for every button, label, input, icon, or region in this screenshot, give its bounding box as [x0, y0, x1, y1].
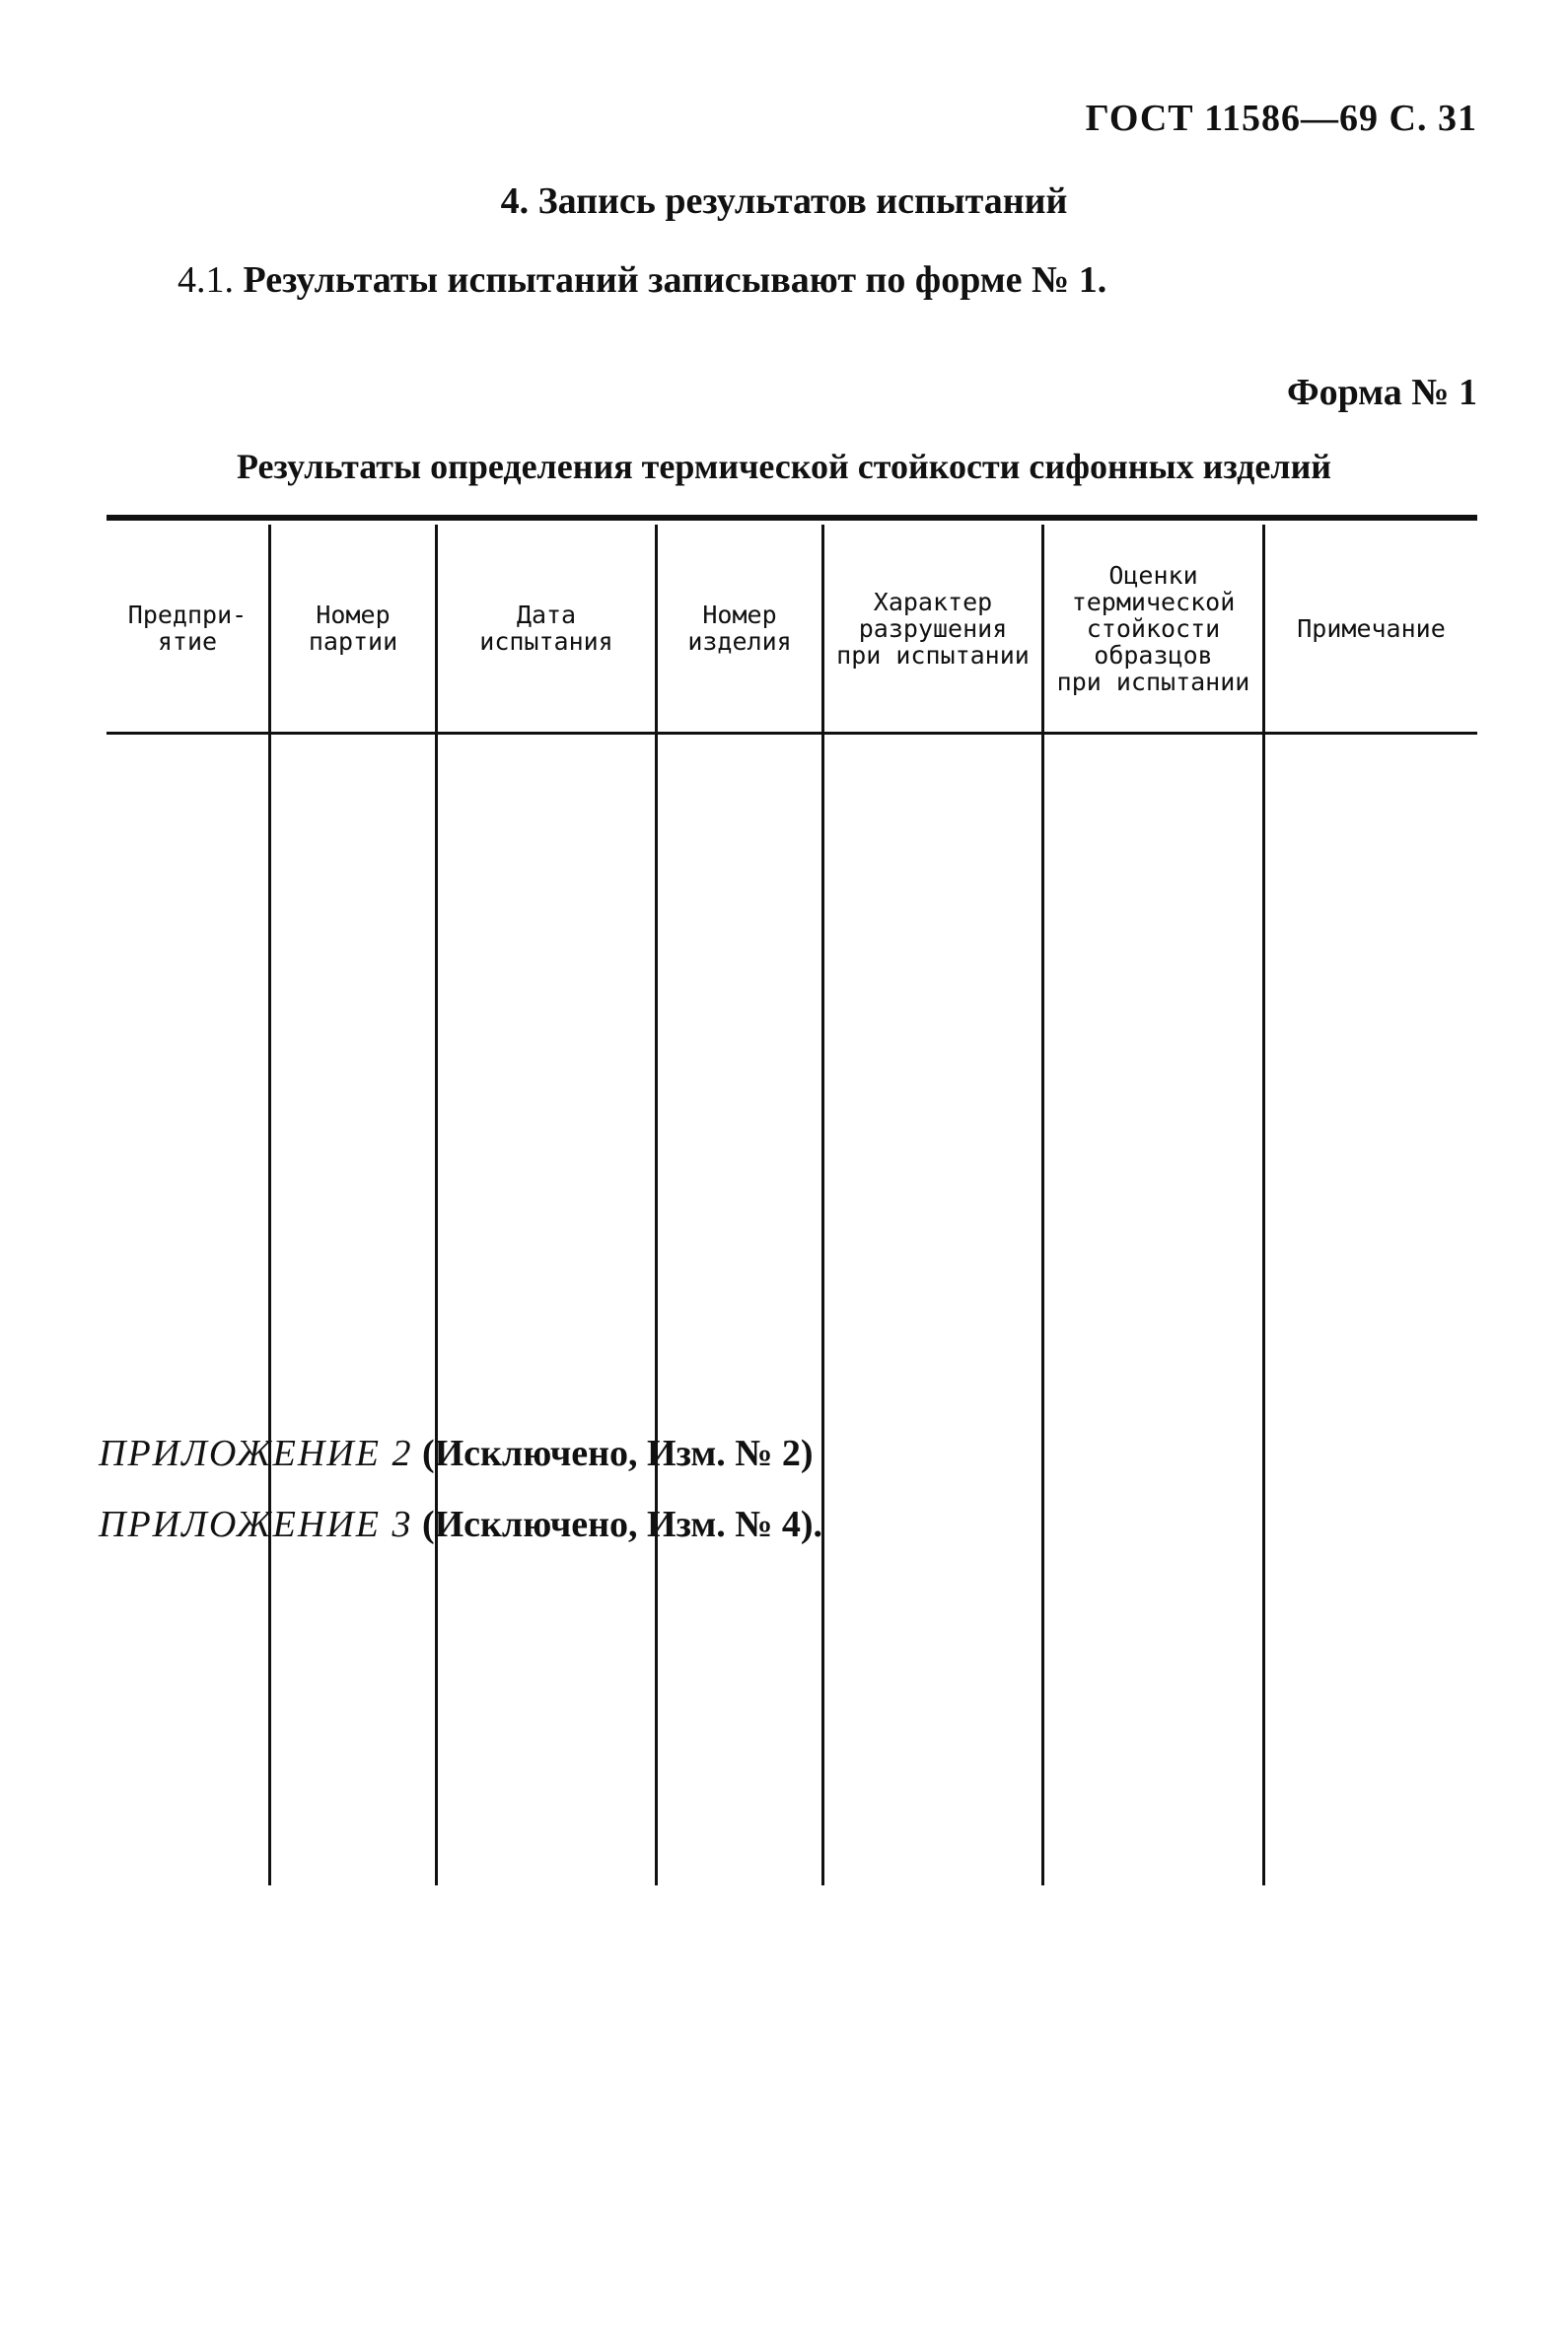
appendix-3 [99, 1503, 822, 1546]
column-header-thermal-resistance: Оценки термической стойкости образцов при испытании [1056, 560, 1250, 696]
appendix-name: ПРИЛОЖЕНИЕ 2 [99, 1433, 413, 1474]
column-header-batch-number: Номер партии [308, 601, 398, 656]
form-label: Форма № 1 [1286, 372, 1477, 413]
column-header-note: Примечание [1297, 613, 1446, 643]
column-header-enterprise: Предпри- ятие [127, 601, 248, 656]
column-header-item-number: Номер изделия [687, 601, 792, 656]
appendix-note: (Исключено, Изм. № 2) [421, 1433, 814, 1474]
table-title: Результаты определения термической стойкости сифонных изделий [236, 447, 1332, 486]
appendix-note: (Исключено, Изм. № 4). [421, 1504, 823, 1545]
appendix-2 [99, 1432, 814, 1475]
table-header-rule [107, 732, 1477, 735]
page-header: ГОСТ 11586—69 С. 31 [1085, 98, 1477, 139]
paragraph [178, 258, 1106, 302]
section-title: 4. Запись результатов испытаний [500, 180, 1068, 222]
column-header-fracture-character: Характер разрушения при испытании [836, 587, 1030, 670]
paragraph-number: 4.1. [178, 259, 234, 301]
paragraph-text: Результаты испытаний записывают по форме № 1. [243, 259, 1107, 301]
column-header-test-date: Дата испытания [479, 601, 613, 656]
table-top-rule [107, 515, 1477, 521]
appendix-name: ПРИЛОЖЕНИЕ 3 [99, 1504, 413, 1545]
